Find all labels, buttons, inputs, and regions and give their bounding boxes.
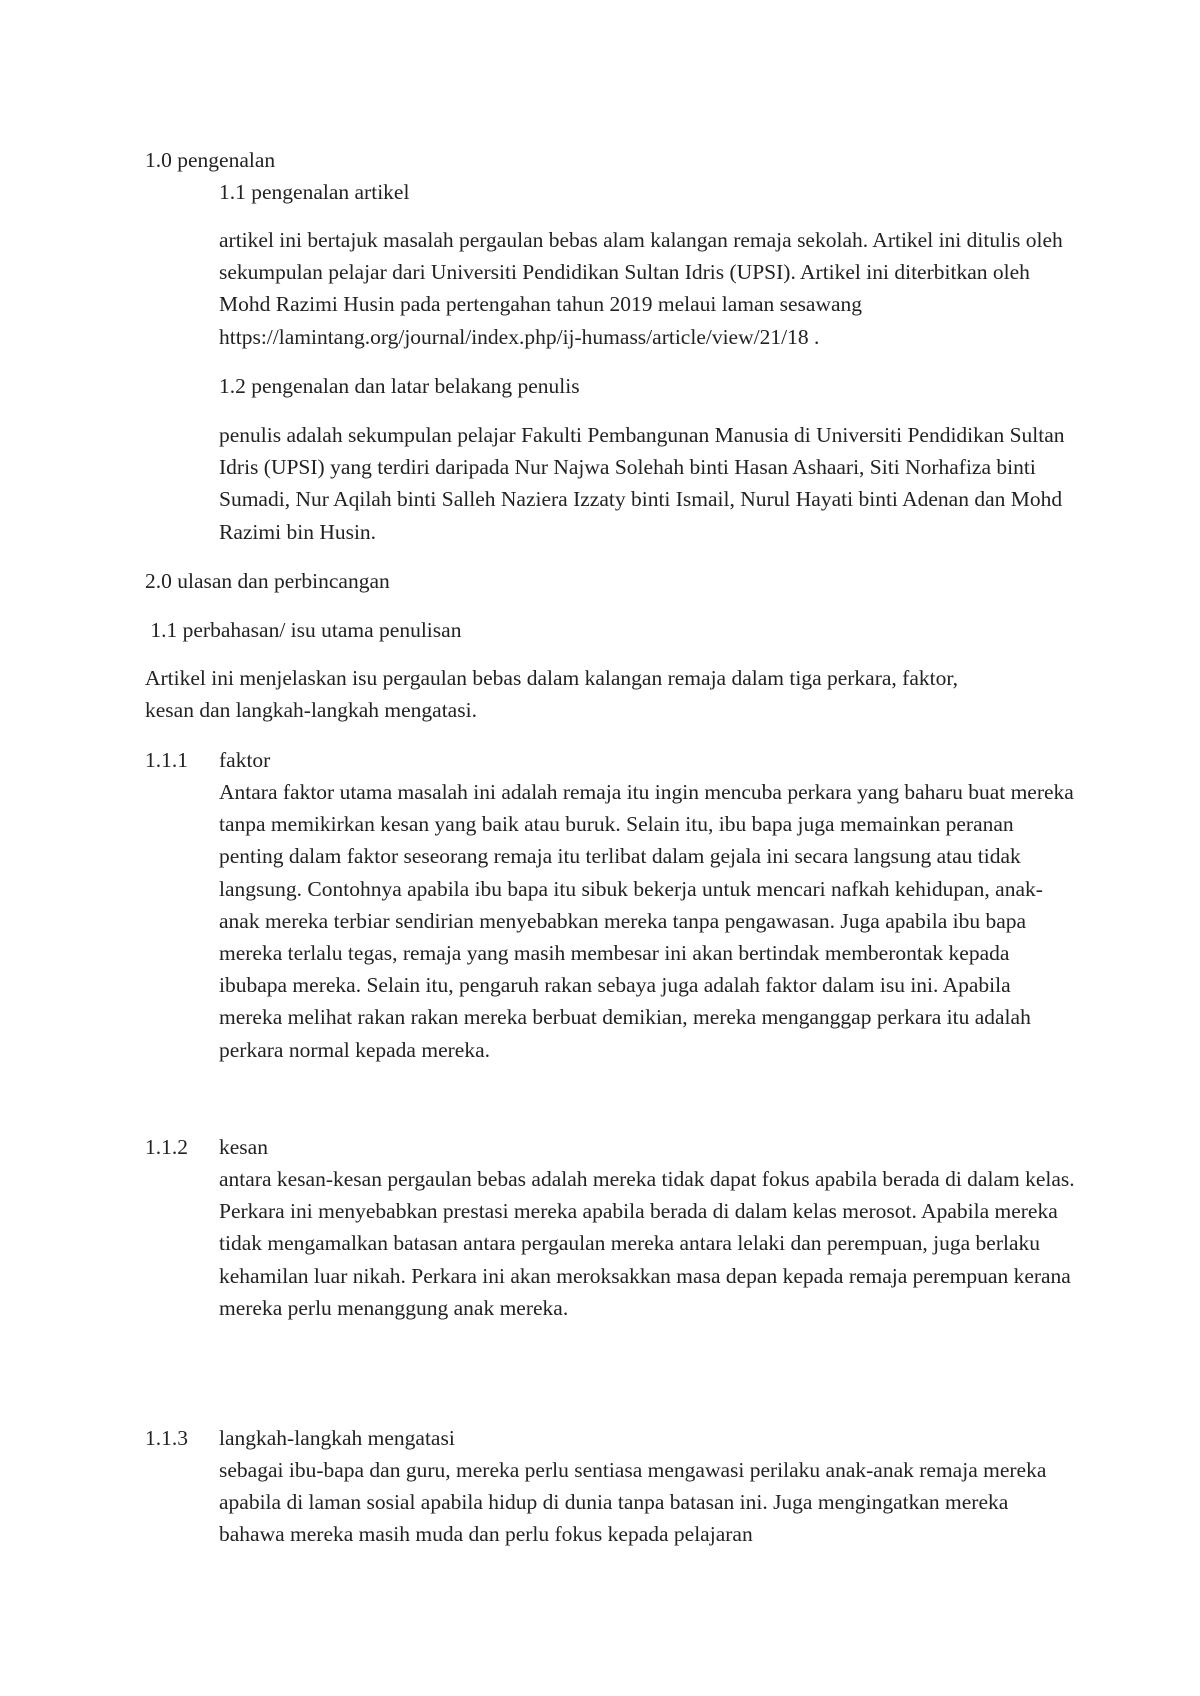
item-title-kesan: kesan xyxy=(219,1135,268,1159)
paragraph-author-background: penulis adalah sekumpulan pelajar Fakulti Pembangunan Manusia di Universiti Pendidikan Sultan Idris (UPSI) yang terdiri daripada Nur Najwa Solehah binti Hasan Ashaari, Siti Norhafiza binti Sumadi, Nur Aqilah binti Salleh Naziera Izzaty binti Ismail, Nurul Hayati binti Adenan dan Mohd Razimi bin Husin. xyxy=(219,423,1065,544)
item-number-1-1-1: 1.1.1 xyxy=(145,748,188,772)
section-heading-2-0: 2.0 ulasan dan perbincangan xyxy=(145,569,390,593)
item-body-langkah: sebagai ibu-bapa dan guru, mereka perlu sentiasa mengawasi perilaku anak-anak remaja mereka apabila di laman sosial apabila hidup di dunia tanpa batasan ini. Juga mengingatkan mereka bahawa mereka masih muda dan perlu fokus kepada pelajaran xyxy=(219,1458,1047,1547)
subsection-heading-issue: 1.1 perbahasan/ isu utama penulisan xyxy=(145,618,462,642)
paragraph-issue-summary: Artikel ini menjelaskan isu pergaulan bebas dalam kalangan remaja dalam tiga perkara, faktor, kesan dan langkah-langkah mengatasi. xyxy=(145,666,959,723)
item-title-langkah: langkah-langkah mengatasi xyxy=(219,1426,455,1450)
paragraph-article-intro: artikel ini bertajuk masalah pergaulan bebas alam kalangan remaja sekolah. Artikel ini ditulis oleh sekumpulan pelajar dari Universiti Pendidikan Sultan Idris (UPSI). Artikel ini diterbitkan oleh Mohd Razimi Husin pada pertengahan tahun 2019 melaui laman sesawang https://lamintang.org/journal/index.php/ij-humass/article/view/21/18 . xyxy=(219,228,1063,349)
item-body-faktor: Antara faktor utama masalah ini adalah remaja itu ingin mencuba perkara yang baharu buat mereka tanpa memikirkan kesan yang baik atau buruk. Selain itu, ibu bapa juga memainkan peranan penting dalam faktor seseorang remaja itu terlibat dalam gejala ini secara langsung atau tidak langsung. Contohnya apabila ibu bapa itu sibuk bekerja untuk mencari nafkah kehidupan, anak-anak mereka terbiar sendirian menyebabkan mereka tanpa pengawasan. Juga apabila ibu bapa mereka terlalu tegas, remaja yang masih membesar ini akan bertindak memberontak kepada ibubapa mereka. Selain itu, pengaruh rakan sebaya juga adalah faktor dalam isu ini. Apabila mereka melihat rakan rakan mereka berbuat demikian, mereka menganggap perkara itu adalah perkara normal kepada mereka. xyxy=(219,780,1074,1062)
item-number-1-1-3: 1.1.3 xyxy=(145,1426,188,1450)
item-title-faktor: faktor xyxy=(219,748,271,772)
subsection-heading-1-1: 1.1 pengenalan artikel xyxy=(219,180,410,204)
section-heading-1-0: 1.0 pengenalan xyxy=(145,148,276,172)
subsection-heading-1-2: 1.2 pengenalan dan latar belakang penulis xyxy=(219,374,580,398)
item-body-kesan: antara kesan-kesan pergaulan bebas adalah mereka tidak dapat fokus apabila berada di dalam kelas. Perkara ini menyebabkan prestasi mereka apabila berada di dalam kelas merosot. Apabila mereka tidak mengamalkan batasan antara pergaulan mereka antara lelaki dan perempuan, juga berlaku kehamilan luar nikah. Perkara ini akan meroksakkan masa depan kepada remaja perempuan kerana mereka perlu menanggung anak mereka. xyxy=(219,1167,1075,1320)
item-number-1-1-2: 1.1.2 xyxy=(145,1135,188,1159)
